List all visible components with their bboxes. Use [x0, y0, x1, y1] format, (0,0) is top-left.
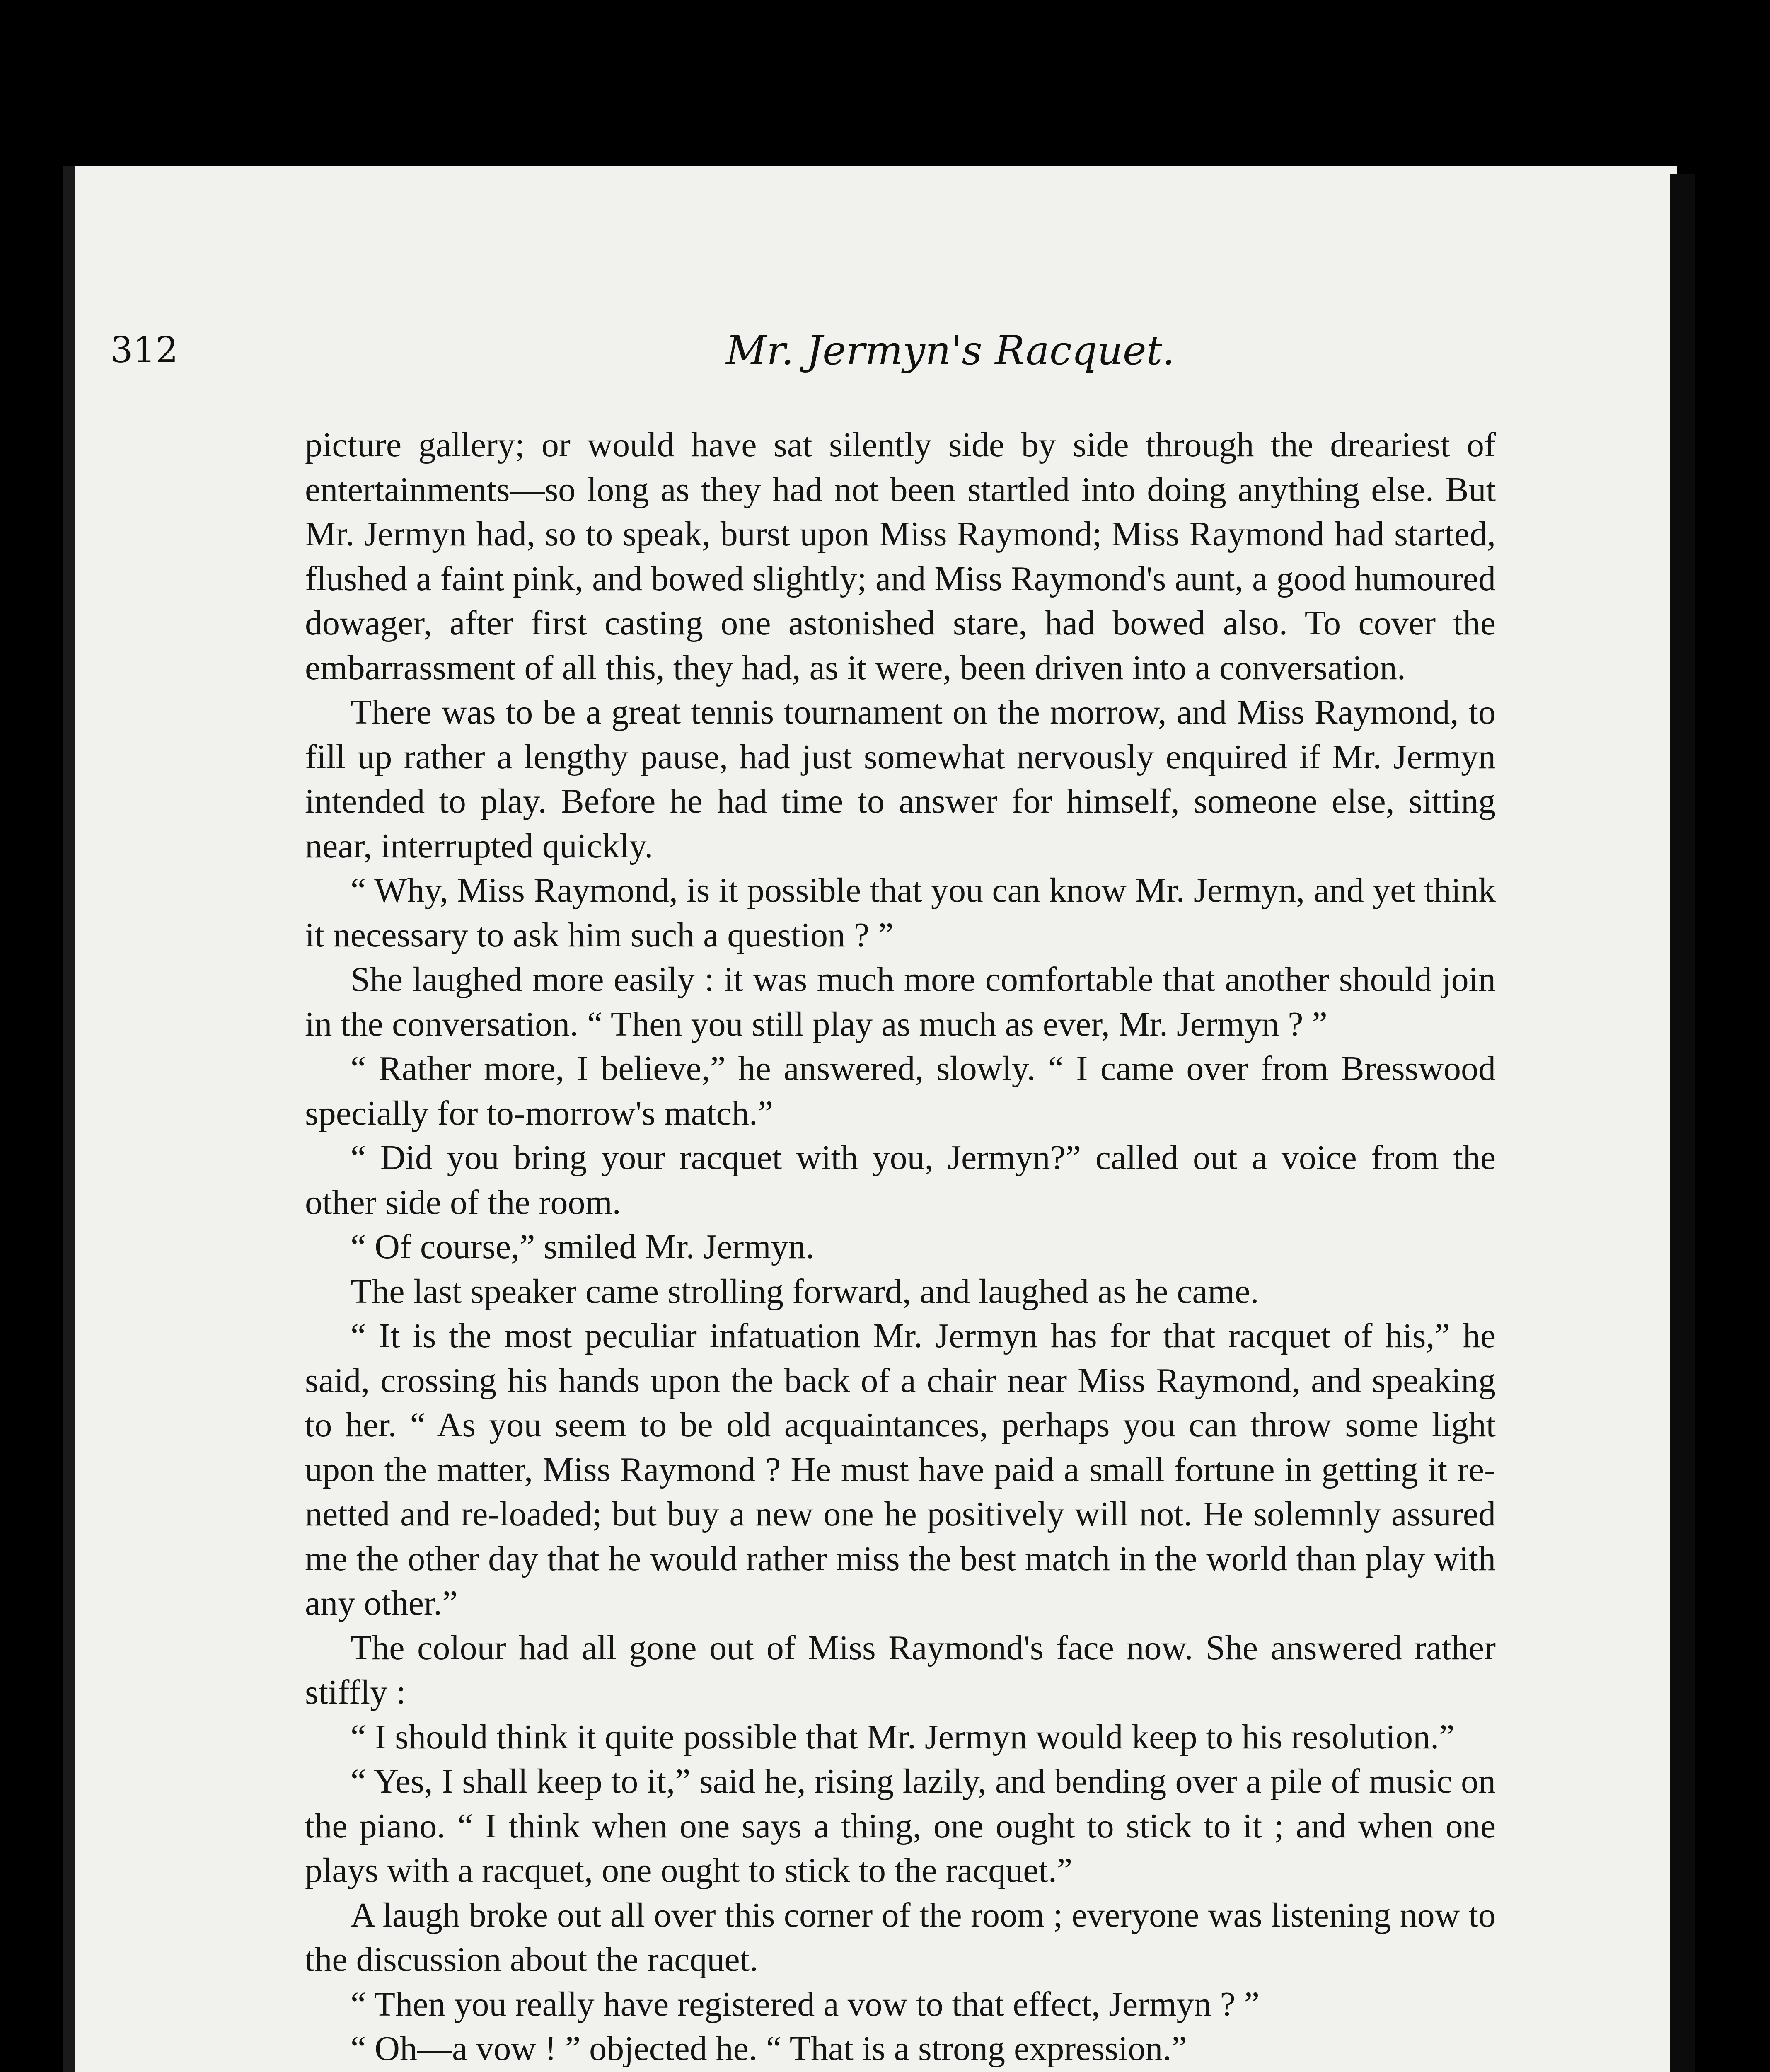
paragraph: “ Then you really have registered a vow to that effect, Jermyn ? ”: [351, 1985, 1260, 2024]
body-text: [305, 423, 1496, 2072]
paragraph: A laugh broke out all over this corner of the room ; everyone was listening now to the discussion about the racquet.: [305, 1895, 1496, 1979]
paragraph: “ Why, Miss Raymond, is it possible that you can know Mr. Jermyn, and yet think it necessary to ask him such a question ? ”: [305, 871, 1496, 954]
running-title: Mr. Jermyn's Racquet.: [726, 327, 1175, 374]
paragraph: “ Yes, I shall keep to it,” said he, rising lazily, and bending over a pile of music on the piano. “ I think when one says a thing, one ought to stick to it ; and when one plays with a racquet, one ought to stick to the racquet.”: [305, 1762, 1496, 1890]
paragraph: She laughed more easily : it was much more comfortable that another should join in the conversation. “ Then you still play as much as ever, Mr. Jermyn ? ”: [305, 960, 1496, 1043]
page-gutter: [1670, 174, 1695, 2072]
paragraph: “ I should think it quite possible that Mr. Jermyn would keep to his resolution.”: [351, 1717, 1455, 1756]
paragraph: The last speaker came strolling forward, and laughed as he came.: [351, 1272, 1259, 1311]
page-number: 312: [110, 329, 179, 371]
paragraph: picture gallery; or would have sat silently side by side through the dreariest of entertainments—so long as they had not been startled into doing anything else. But Mr. Jermyn had, so to speak, burst upon Miss Raymond; Miss Raymond had started, flushed a faint pink, and bowed slightly; and Miss Raymond's aunt, a good humoured dowager, after first casting one astonished stare, had bowed also. To cover the embarrassment of all this, they had, as it were, been driven into a conversation.: [305, 426, 1496, 687]
paragraph: There was to be a great tennis tournament on the morrow, and Miss Raymond, to fill up rather a lengthy pause, had just somewhat nervously enquired if Mr. Jermyn intended to play. Before he had time to answer for himself, someone else, sitting near, interrupted quickly.: [305, 693, 1496, 865]
paragraph: “ Of course,” smiled Mr. Jermyn.: [351, 1227, 815, 1266]
paragraph: “ Did you bring your racquet with you, Jermyn?” called out a voice from the other side of the room.: [305, 1138, 1496, 1222]
paragraph: “ Oh—a vow ! ” objected he. “ That is a strong expression.”: [351, 2029, 1187, 2068]
page-left-edge: [63, 166, 75, 2072]
paragraph: “ Rather more, I believe,” he answered, slowly. “ I came over from Bresswood specially for to-morrow's match.”: [305, 1049, 1496, 1133]
paragraph: “ It is the most peculiar infatuation Mr. Jermyn has for that racquet of his,” he said, crossing his hands upon the back of a chair near Miss Raymond, and speaking to her. “ As you seem to be old acquaintances, perhaps you can throw some light upon the matter, Miss Raymond ? He must have paid a small fortune in getting it re-netted and re-loaded; but buy a new one he positively will not. He solemnly assured me the other day that he would rather miss the best match in the world than play with any other.”: [305, 1317, 1496, 1622]
paragraph: The colour had all gone out of Miss Raymond's face now. She answered rather stiffly :: [305, 1628, 1496, 1711]
